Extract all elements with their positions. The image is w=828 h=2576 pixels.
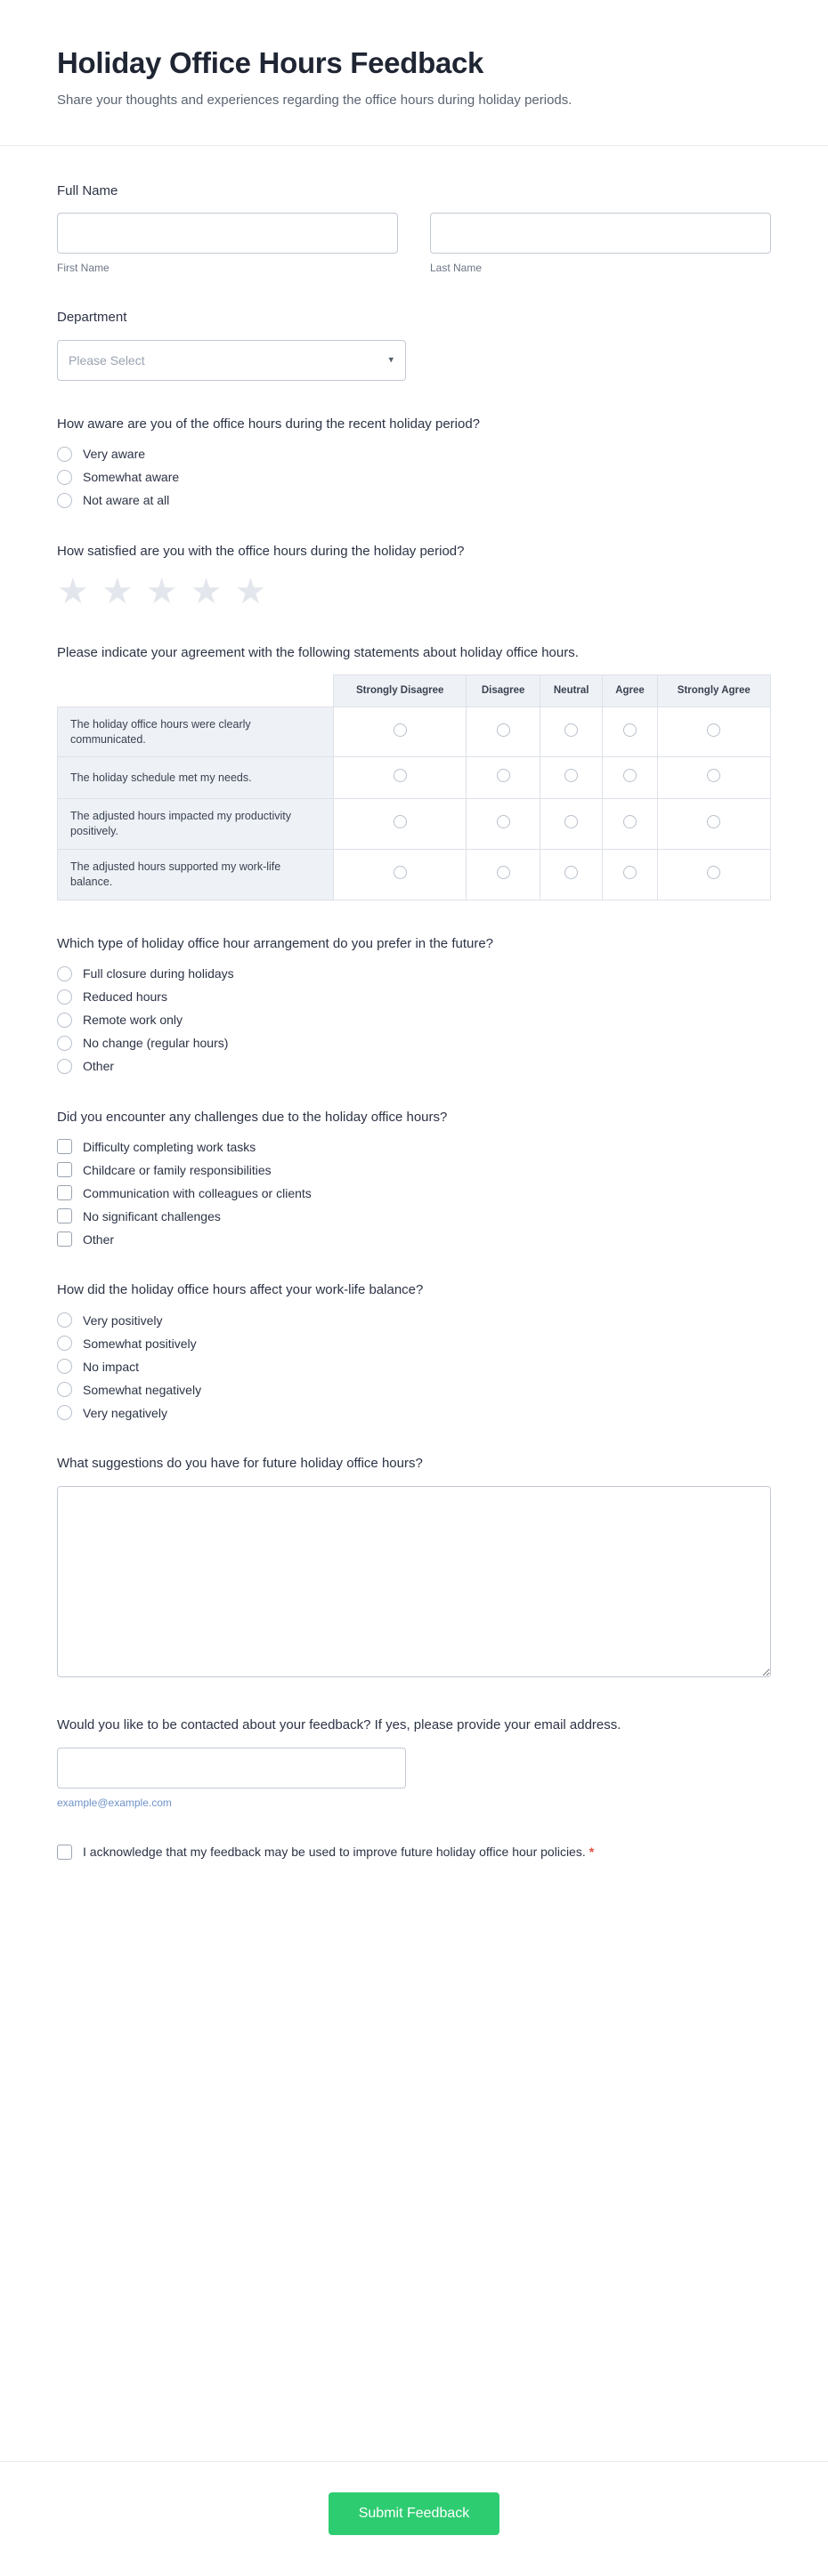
radio-icon[interactable] — [564, 723, 578, 737]
balance-option-label: Very positively — [83, 1312, 163, 1328]
awareness-option[interactable] — [57, 447, 771, 462]
awareness-option[interactable] — [57, 470, 771, 485]
field-awareness — [57, 415, 771, 508]
radio-icon[interactable] — [623, 866, 637, 879]
radio-icon[interactable] — [57, 1359, 72, 1374]
agreement-matrix — [57, 674, 771, 900]
arrangement-option-label: Other — [83, 1059, 115, 1074]
balance-option[interactable] — [57, 1405, 771, 1420]
star-icon[interactable]: ★ — [145, 571, 178, 611]
matrix-row-label: The adjusted hours supported my work-life balance. — [58, 850, 334, 900]
arrangement-option-label: No change (regular hours) — [83, 1036, 229, 1051]
field-satisfaction — [57, 542, 771, 610]
department-label: Department — [57, 310, 127, 326]
balance-option[interactable] — [57, 1312, 771, 1328]
awareness-option-label: Somewhat aware — [83, 470, 180, 485]
checkbox-icon[interactable] — [57, 1231, 72, 1247]
matrix-column-header: Agree — [603, 675, 657, 707]
field-challenges — [57, 1108, 771, 1248]
matrix-cell[interactable] — [540, 757, 603, 799]
matrix-cell[interactable] — [334, 707, 467, 757]
challenges-options — [57, 1139, 771, 1247]
arrangement-options — [57, 966, 771, 1074]
matrix-column-header: Neutral — [540, 675, 603, 707]
balance-option-label: Somewhat negatively — [83, 1382, 202, 1397]
suggestions-textarea[interactable] — [57, 1486, 771, 1677]
radio-icon[interactable] — [497, 866, 510, 879]
challenges-option[interactable] — [57, 1208, 771, 1223]
arrangement-option[interactable] — [57, 1059, 771, 1074]
page-title: Holiday Office Hours Feedback — [57, 46, 484, 79]
matrix-column-header: Disagree — [467, 675, 540, 707]
table-row — [58, 757, 771, 799]
matrix-cell[interactable] — [657, 799, 770, 850]
challenges-option-label: Difficulty completing work tasks — [83, 1139, 256, 1154]
matrix-cell[interactable] — [334, 850, 467, 900]
radio-icon[interactable] — [707, 769, 720, 782]
challenges-option[interactable] — [57, 1185, 771, 1200]
radio-icon[interactable] — [57, 1336, 72, 1351]
form-body — [0, 146, 828, 2462]
star-icon[interactable]: ★ — [190, 571, 223, 611]
first-name-col — [57, 213, 398, 274]
matrix-cell[interactable] — [603, 850, 657, 900]
matrix-cell[interactable] — [467, 707, 540, 757]
required-marker: * — [589, 1844, 595, 1859]
matrix-cell[interactable] — [334, 799, 467, 850]
star-icon[interactable]: ★ — [234, 571, 267, 611]
page-subtitle: Share your thoughts and experiences regarding the office hours during holiday periods. — [57, 93, 572, 108]
matrix-cell[interactable] — [467, 757, 540, 799]
challenges-option[interactable] — [57, 1139, 771, 1154]
field-contact-email — [57, 1716, 771, 1809]
balance-options — [57, 1312, 771, 1420]
awareness-option-label: Very aware — [83, 447, 146, 462]
matrix-label: Please indicate your agreement with the following statements about holiday office hours. — [57, 644, 579, 660]
arrangement-label: Which type of holiday office hour arrangement do you prefer in the future? — [57, 935, 494, 951]
balance-label: How did the holiday office hours affect your work-life balance? — [57, 1282, 424, 1298]
field-arrangement — [57, 934, 771, 1074]
radio-icon[interactable] — [623, 723, 637, 737]
challenges-option-label: Communication with colleagues or clients — [83, 1185, 312, 1200]
radio-icon[interactable] — [707, 866, 720, 879]
star-icon[interactable]: ★ — [57, 571, 89, 611]
awareness-options — [57, 447, 771, 508]
matrix-cell[interactable] — [657, 850, 770, 900]
last-name-input[interactable] — [430, 213, 771, 254]
balance-option-label: No impact — [83, 1359, 140, 1374]
radio-icon[interactable] — [564, 866, 578, 879]
radio-icon[interactable] — [57, 1036, 72, 1051]
radio-icon[interactable] — [623, 815, 637, 828]
radio-icon[interactable] — [394, 815, 407, 828]
matrix-cell[interactable] — [540, 799, 603, 850]
field-full-name — [57, 182, 771, 275]
radio-icon[interactable] — [394, 866, 407, 879]
balance-option-label: Somewhat positively — [83, 1336, 197, 1351]
chevron-down-icon: ▾ — [388, 354, 394, 366]
matrix-cell[interactable] — [540, 850, 603, 900]
acknowledge-text — [83, 1843, 594, 1861]
matrix-cell[interactable] — [603, 707, 657, 757]
challenges-option[interactable] — [57, 1162, 771, 1177]
last-name-sublabel: Last Name — [430, 262, 483, 275]
full-name-row — [57, 213, 771, 274]
matrix-cell[interactable] — [334, 757, 467, 799]
matrix-cell[interactable] — [603, 757, 657, 799]
matrix-cell[interactable] — [603, 799, 657, 850]
field-suggestions — [57, 1454, 771, 1682]
checkbox-icon[interactable] — [57, 1139, 72, 1154]
field-agreement-matrix — [57, 643, 771, 900]
radio-icon[interactable] — [707, 815, 720, 828]
challenges-label: Did you encounter any challenges due to the holiday office hours? — [57, 1109, 448, 1125]
last-name-col — [430, 213, 771, 274]
full-name-label: Full Name — [57, 182, 118, 198]
radio-icon[interactable] — [394, 723, 407, 737]
arrangement-option[interactable] — [57, 989, 771, 1005]
checkbox-icon[interactable] — [57, 1208, 72, 1223]
table-row — [58, 707, 771, 757]
email-field[interactable] — [57, 1748, 406, 1789]
radio-icon[interactable] — [57, 1382, 72, 1397]
radio-icon[interactable] — [564, 769, 578, 782]
matrix-header-row — [58, 675, 771, 707]
challenges-option-label: No significant challenges — [83, 1208, 221, 1223]
matrix-row-label: The holiday office hours were clearly communicated. — [58, 707, 334, 757]
radio-icon[interactable] — [57, 1059, 72, 1074]
matrix-column-header: Strongly Disagree — [334, 675, 467, 707]
balance-option-label: Very negatively — [83, 1405, 167, 1420]
radio-icon[interactable] — [564, 815, 578, 828]
radio-icon[interactable] — [57, 1013, 72, 1028]
contact-email-wrap — [57, 1748, 406, 1789]
radio-icon[interactable] — [623, 769, 637, 782]
radio-icon[interactable] — [57, 493, 72, 508]
acknowledge-row[interactable] — [57, 1843, 769, 1861]
challenges-option-label: Childcare or family responsibilities — [83, 1162, 272, 1177]
arrangement-option[interactable] — [57, 966, 771, 981]
matrix-cell[interactable] — [657, 707, 770, 757]
radio-icon[interactable] — [497, 769, 510, 782]
radio-icon[interactable] — [394, 769, 407, 782]
table-row — [58, 799, 771, 850]
radio-icon[interactable] — [497, 815, 510, 828]
table-row — [58, 850, 771, 900]
awareness-option[interactable] — [57, 493, 771, 508]
field-department — [57, 308, 771, 381]
radio-icon[interactable] — [57, 1405, 72, 1420]
radio-icon[interactable] — [57, 966, 72, 981]
satisfaction-label: How satisfied are you with the office hours during the holiday period? — [57, 543, 465, 559]
radio-icon[interactable] — [707, 723, 720, 737]
matrix-row-label: The holiday schedule met my needs. — [58, 757, 334, 799]
star-rating[interactable] — [57, 571, 771, 611]
email-hint: example@example.com — [57, 1796, 172, 1809]
challenges-option[interactable] — [57, 1231, 771, 1247]
arrangement-option[interactable] — [57, 1036, 771, 1051]
radio-icon[interactable] — [57, 989, 72, 1005]
matrix-cell[interactable] — [467, 799, 540, 850]
arrangement-option[interactable] — [57, 1013, 771, 1028]
radio-icon[interactable] — [497, 723, 510, 737]
awareness-label: How aware are you of the office hours during the recent holiday period? — [57, 416, 481, 432]
balance-option[interactable] — [57, 1336, 771, 1351]
star-icon[interactable]: ★ — [101, 571, 134, 611]
matrix-corner-cell — [58, 675, 334, 707]
balance-option[interactable] — [57, 1382, 771, 1397]
matrix-column-header: Strongly Agree — [657, 675, 770, 707]
matrix-cell[interactable] — [657, 757, 770, 799]
radio-icon[interactable] — [57, 470, 72, 485]
first-name-input[interactable] — [57, 213, 398, 254]
matrix-row-label: The adjusted hours impacted my productivity positively. — [58, 799, 334, 850]
arrangement-option-label: Remote work only — [83, 1013, 183, 1028]
matrix-cell[interactable] — [467, 850, 540, 900]
checkbox-icon[interactable] — [57, 1845, 72, 1860]
radio-icon[interactable] — [57, 1312, 72, 1328]
checkbox-icon[interactable] — [57, 1185, 72, 1200]
matrix-cell[interactable] — [540, 707, 603, 757]
awareness-option-label: Not aware at all — [83, 493, 170, 508]
first-name-sublabel: First Name — [57, 262, 110, 275]
submit-button[interactable]: Submit Feedback — [329, 2492, 500, 2535]
acknowledge-label: I acknowledge that my feedback may be used to improve future holiday office hour policies. — [83, 1844, 586, 1859]
challenges-option-label: Other — [83, 1231, 115, 1247]
field-work-life-balance — [57, 1280, 771, 1420]
checkbox-icon[interactable] — [57, 1162, 72, 1177]
field-acknowledgement — [57, 1843, 771, 1861]
arrangement-option-label: Full closure during holidays — [83, 966, 234, 981]
contact-email-label: Would you like to be contacted about your feedback? If yes, please provide your email address. — [57, 1716, 621, 1732]
arrangement-option-label: Reduced hours — [83, 989, 167, 1005]
form-header — [0, 0, 828, 146]
department-select[interactable] — [57, 340, 406, 381]
suggestions-label: What suggestions do you have for future holiday office hours? — [57, 1456, 423, 1472]
radio-icon[interactable] — [57, 447, 72, 462]
balance-option[interactable] — [57, 1359, 771, 1374]
form-footer — [0, 2461, 828, 2576]
department-select-wrap — [57, 340, 406, 381]
